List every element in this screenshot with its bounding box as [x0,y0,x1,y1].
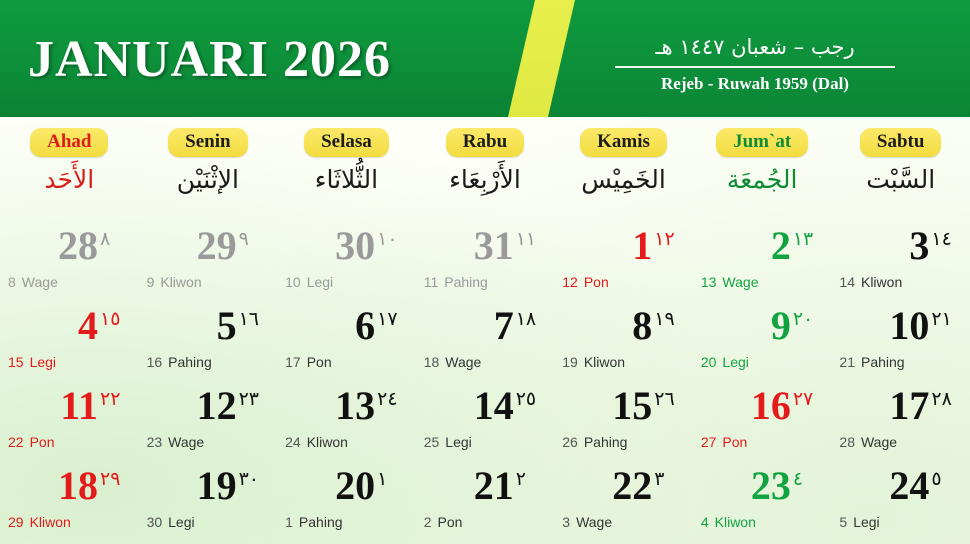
javanese-pasaran-label [562,434,627,450]
hijri-day-number: ٢١ [931,308,952,330]
pasaran-name: Pon [29,434,55,450]
javanese-pasaran-label [285,514,342,530]
hijri-day-number: ٢٣ [238,388,259,410]
gregorian-day-number: 4 [78,303,98,348]
pasaran-name: Pon [583,274,609,290]
day-header-senin [139,128,278,194]
javanese-date-number: 10 [285,274,301,290]
hijri-period-arabic: رجب – شعبان ١٤٤٧ هـ [655,35,855,59]
calendar-day-cell[interactable] [693,462,832,542]
calendar-day-cell[interactable] [831,462,970,542]
javanese-date-number: 14 [839,274,855,290]
javanese-pasaran-label [424,354,482,370]
gregorian-day-number: 19 [196,463,237,508]
hijri-day-number: ٢٨ [931,388,952,410]
hijri-day-number: ٢٦ [654,388,675,410]
pasaran-name: Pahing [444,274,488,290]
javanese-date-number: 19 [562,354,578,370]
gregorian-day-number: 15 [612,383,653,428]
calendar-day-cell[interactable] [139,222,278,302]
gregorian-day-number: 6 [355,303,376,348]
day-header-sabtu [831,128,970,194]
pasaran-name: Wage [445,354,482,370]
hijri-day-number: ٤ [792,468,804,490]
javanese-pasaran-label [424,434,472,450]
calendar-day-cell[interactable] [693,302,832,382]
day-name-pill: Rabu [446,128,524,157]
hijri-day-number: ٢٢ [100,388,121,410]
gregorian-day-number: 31 [473,223,514,268]
gregorian-day-number: 1 [632,223,653,268]
calendar-day-cell[interactable] [0,382,139,462]
calendar-day-cell[interactable] [693,222,832,302]
javanese-date-number: 9 [146,274,155,290]
pasaran-name: Legi [29,354,57,370]
calendar-day-cell[interactable] [0,222,139,302]
pasaran-name: Pahing [298,514,343,530]
pasaran-name: Pon [437,514,463,530]
javanese-pasaran-label [8,434,55,450]
calendar-day-cell[interactable] [831,222,970,302]
gregorian-day-number: 12 [196,383,237,428]
gregorian-day-number: 11 [60,383,98,428]
pasaran-name: Wage [576,514,613,530]
hijri-day-number: ٨ [100,228,111,250]
page-title: JANUARI 2026 [28,31,391,88]
pasaran-name: Pahing [583,434,628,450]
pasaran-name: Wage [21,274,58,290]
day-header-kamis [554,128,693,194]
calendar-week-row [0,222,970,302]
day-name-arabic: الأَحَد [44,165,95,194]
day-name-arabic: الأَرْبِعَاء [449,165,521,194]
hijri-day-number: ١٥ [100,308,121,330]
calendar-day-cell[interactable] [0,462,139,542]
javanese-pasaran-label [562,274,609,290]
gregorian-day-number: 8 [632,303,653,348]
javanese-date-number: 23 [146,434,163,450]
javanese-date-number: 29 [8,514,24,530]
gregorian-day-number: 5 [216,303,237,348]
javanese-pasaran-label [285,434,348,450]
gregorian-day-number: 17 [889,383,930,428]
gregorian-day-number: 10 [889,303,930,348]
hijri-day-number: ٢٩ [100,468,121,490]
pasaran-name: Kliwon [714,514,756,530]
gregorian-day-number: 24 [889,463,930,508]
javanese-date-number: 26 [562,434,578,450]
hijri-day-number: ١ [377,468,388,490]
javanese-date-number: 17 [285,354,301,370]
pasaran-name: Kliwon [306,434,348,450]
hijri-day-number: ٢٧ [792,388,814,410]
javanese-pasaran-label [8,514,71,530]
pasaran-name: Pon [722,434,748,450]
gregorian-day-number: 21 [473,463,514,508]
javanese-pasaran-label [8,354,56,370]
javanese-pasaran-label [147,354,212,370]
javanese-pasaran-label [839,514,879,530]
javanese-date-number: 11 [423,274,439,290]
javanese-date-number: 20 [700,354,717,370]
day-header-rabu [416,128,555,194]
calendar-day-cell[interactable] [0,302,139,382]
javanese-pasaran-label [701,354,749,370]
calendar-day-cell[interactable] [139,462,278,542]
gregorian-day-number: 22 [612,463,653,508]
hijri-day-number: ٣٠ [238,468,259,490]
pasaran-name: Legi [445,434,472,450]
calendar-day-cell[interactable] [416,382,555,462]
javanese-pasaran-label [701,274,759,290]
day-header-row [0,128,970,220]
pasaran-name: Legi [306,274,334,290]
pasaran-name: Legi [722,354,749,370]
javanese-pasaran-label [839,434,897,450]
pasaran-name: Kliwon [860,274,903,290]
gregorian-day-number: 2 [770,223,791,268]
gregorian-day-number: 3 [909,223,930,268]
day-header-ahad [0,128,139,194]
calendar-day-cell[interactable] [554,302,693,382]
calendar-grid [0,222,970,542]
calendar-week-row [0,462,970,542]
javanese-pasaran-label [285,354,332,370]
hijri-day-number: ١٣ [792,228,814,250]
calendar-day-cell[interactable] [416,302,555,382]
javanese-date-number: 8 [8,274,16,290]
calendar-day-cell[interactable] [139,382,278,462]
javanese-pasaran-label [424,274,488,290]
hijri-day-number: ٢ [515,468,526,490]
calendar-day-cell[interactable] [416,222,555,302]
day-name-arabic: الجُمعَة [726,165,798,194]
gregorian-day-number: 9 [770,303,791,348]
calendar-day-cell[interactable] [277,302,416,382]
javanese-date-number: 22 [8,434,24,450]
javanese-date-number: 12 [562,274,578,290]
day-name-pill: Jum`at [716,128,808,157]
calendar-day-cell[interactable] [831,382,970,462]
pasaran-name: Pon [306,354,332,370]
javanese-date-number: 18 [423,354,440,370]
javanese-date-number: 2 [423,514,432,530]
javanese-date-number: 3 [562,514,571,530]
calendar-day-cell[interactable] [831,302,970,382]
day-name-pill: Selasa [304,128,389,157]
calendar-day-cell[interactable] [554,462,693,542]
hijri-day-number: ١٦ [238,308,259,330]
pasaran-name: Wage [860,434,898,450]
hijri-day-number: ٥ [931,468,942,490]
pasaran-name: Wage [168,434,205,450]
calendar-day-cell[interactable] [554,222,693,302]
hijri-day-number: ١٢ [654,228,675,250]
gregorian-day-number: 7 [493,303,514,348]
javanese-date-number: 13 [700,274,717,290]
day-name-pill: Sabtu [860,128,942,157]
hijri-day-number: ٢٤ [377,388,398,410]
javanese-pasaran-label [839,354,904,370]
calendar-day-cell[interactable] [277,462,416,542]
day-name-arabic: الإثْنَيْن [176,165,239,194]
javanese-date-number: 16 [146,354,163,370]
calendar-day-cell[interactable] [693,382,832,462]
hijri-period-block [600,34,910,94]
pasaran-name: Wage [722,274,759,290]
calendar-day-cell[interactable] [139,302,278,382]
hijri-day-number: ١٤ [931,228,952,250]
day-name-pill: Ahad [30,128,108,157]
hijri-day-number: ٩ [238,228,249,250]
day-name-arabic: السَّبْت [866,165,936,194]
gregorian-day-number: 30 [335,223,376,268]
gregorian-day-number: 28 [58,223,98,268]
javanese-date-number: 4 [700,514,709,530]
javanese-date-number: 24 [285,434,301,450]
hijri-day-number: ١١ [515,228,537,250]
calendar-day-cell[interactable] [554,382,693,462]
javanese-date-number: 1 [285,514,293,530]
day-name-arabic: الخَمِيْس [581,165,666,194]
javanese-pasaran-label [424,514,463,530]
day-name-arabic: الثُّلاثَاء [314,165,379,194]
gregorian-day-number: 16 [750,383,791,428]
day-name-pill: Kamis [580,128,667,157]
pasaran-name: Legi [853,514,880,530]
javanese-pasaran-label [147,434,205,450]
pasaran-name: Legi [168,514,195,530]
javanese-date-number: 28 [839,434,855,450]
calendar-header [0,0,970,117]
javanese-pasaran-label [8,274,58,290]
day-name-pill: Senin [168,128,247,157]
javanese-pasaran-label [701,434,748,450]
gregorian-day-number: 20 [335,463,376,508]
day-header-jumat [693,128,832,194]
gregorian-day-number: 14 [473,383,514,428]
hijri-day-number: ١٠ [377,228,398,250]
javanese-date-number: 30 [146,514,163,530]
hijri-day-number: ١٨ [515,308,537,330]
javanese-pasaran-label [147,514,195,530]
pasaran-name: Kliwon [583,354,626,370]
javanese-pasaran-label [562,354,625,370]
javanese-pasaran-label [839,274,902,290]
calendar-week-row [0,382,970,462]
pasaran-name: Pahing [168,354,212,370]
javanese-pasaran-label [701,514,756,530]
gregorian-day-number: 13 [335,383,376,428]
pasaran-name: Pahing [860,354,905,370]
day-header-selasa [277,128,416,194]
gregorian-day-number: 23 [750,463,791,508]
calendar-day-cell[interactable] [277,382,416,462]
pasaran-name: Kliwon [160,274,202,290]
hijri-day-number: ٢٥ [515,388,537,410]
hijri-period-latin: Rejeb - Ruwah 1959 (Dal) [661,74,849,93]
hijri-day-number: ٢٠ [792,308,814,330]
javanese-pasaran-label [562,514,612,530]
pasaran-name: Kliwon [29,514,71,530]
calendar-week-row [0,302,970,382]
gregorian-day-number: 29 [196,223,237,268]
hijri-day-number: ١٧ [377,308,398,330]
hijri-day-number: ١٩ [654,308,675,330]
javanese-date-number: 25 [423,434,440,450]
calendar-day-cell[interactable] [277,222,416,302]
javanese-date-number: 27 [700,434,717,450]
javanese-pasaran-label [285,274,333,290]
javanese-pasaran-label [147,274,202,290]
javanese-date-number: 5 [839,514,848,530]
hijri-divider [615,66,895,68]
javanese-date-number: 21 [839,354,855,370]
gregorian-day-number: 18 [58,463,98,508]
calendar-day-cell[interactable] [416,462,555,542]
javanese-date-number: 15 [8,354,24,370]
hijri-day-number: ٣ [654,468,665,490]
